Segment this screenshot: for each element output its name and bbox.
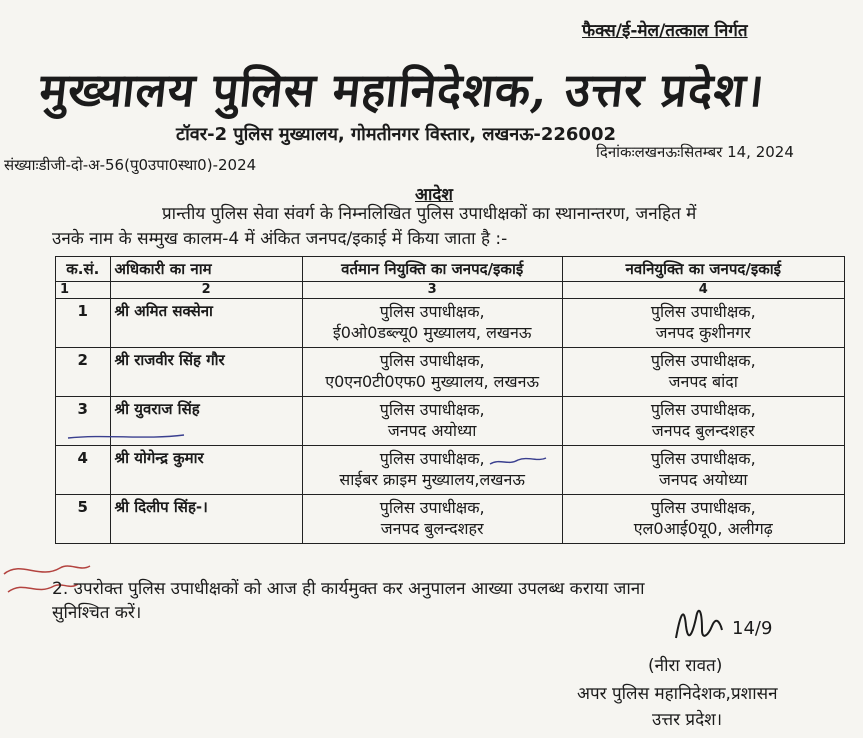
- current-post-title: पुलिस उपाधीक्षक,: [379, 302, 485, 321]
- current-post-title: पुलिस उपाधीक्षक,: [379, 498, 485, 517]
- pen-tick-mark: [488, 454, 548, 468]
- row-serial: 2: [56, 348, 111, 397]
- current-post-unit: ए0एन0टी0एफ0 मुख्यालय, लखनऊ: [325, 372, 540, 391]
- current-post-unit: ई0ओ0डब्ल्यू0 मुख्यालय, लखनऊ: [332, 323, 532, 342]
- current-post-title: पुलिस उपाधीक्षक,: [379, 449, 485, 468]
- para-2-line-1: 2. उपरोक्त पुलिस उपाधीक्षकों को आज ही कार्यमुक्त कर अनुपालन आख्या उपलब्ध कराया जाना: [52, 579, 645, 599]
- header-officer-name: अधिकारी का नाम: [110, 257, 302, 282]
- new-post-unit: एल0आई0यू0, अलीगढ़: [633, 519, 773, 538]
- row-officer-name: श्री अमित सक्सेना: [110, 299, 302, 348]
- new-post-unit: जनपद बुलन्दशहर: [651, 421, 755, 440]
- table-row: [56, 495, 845, 544]
- table-header-row: [56, 257, 845, 282]
- row-officer-name: श्री राजवीर सिंह गौर: [110, 348, 302, 397]
- signature-date: 14/9: [732, 618, 773, 639]
- para-2-line-2: सुनिश्चित करें।: [52, 603, 142, 623]
- table-row: [56, 446, 845, 495]
- reference-number: संख्याःडीजी-दो-अ-56(पु0उपा0स्था0)-2024: [4, 156, 257, 174]
- column-number-row: [56, 282, 845, 299]
- header-current-posting: वर्तमान नियुक्ति का जनपद/इकाई: [302, 257, 562, 282]
- table-row: [56, 299, 845, 348]
- col-number-3: 3: [302, 282, 562, 299]
- row-current-posting: [302, 495, 562, 544]
- row-new-posting: [562, 446, 844, 495]
- row-serial: 3: [56, 397, 111, 446]
- red-pen-scribble: [4, 566, 90, 574]
- row-new-posting: [562, 299, 844, 348]
- row-officer-name: श्री दिलीप सिंह-।: [110, 495, 302, 544]
- header-serial: क.सं.: [56, 257, 111, 282]
- row-serial: 1: [56, 299, 111, 348]
- transfer-table: [55, 256, 845, 544]
- col-number-2: 2: [110, 282, 302, 299]
- new-post-unit: जनपद कुशीनगर: [655, 323, 751, 342]
- intro-line-1: प्रान्तीय पुलिस सेवा संवर्ग के निम्नलिखित पुलिस उपाधीक्षकों का स्थानान्तरण, जनहित में: [162, 204, 697, 224]
- headquarters-title: मुख्यालय पुलिस महानिदेशक, उत्तर प्रदेश।: [37, 63, 768, 117]
- row-new-posting: [562, 397, 844, 446]
- new-post-unit: जनपद बांदा: [668, 372, 738, 391]
- row-new-posting: [562, 495, 844, 544]
- current-post-title: पुलिस उपाधीक्षक,: [379, 351, 485, 370]
- issue-date: दिनांकःलखनऊःसितम्बर 14, 2024: [596, 143, 794, 161]
- fax-email-note: फैक्स/ई-मेल/तत्काल निर्गत: [582, 21, 748, 41]
- col-number-1: 1: [56, 282, 111, 299]
- current-post-title: पुलिस उपाधीक्षक,: [379, 400, 485, 419]
- handwritten-signature: [672, 596, 792, 656]
- new-post-title: पुलिस उपाधीक्षक,: [650, 400, 756, 419]
- pen-underline-mark: [66, 430, 186, 442]
- row-new-posting: [562, 348, 844, 397]
- signatory-name: (नीरा रावत): [648, 656, 723, 676]
- new-post-title: पुलिस उपाधीक्षक,: [650, 498, 756, 517]
- row-serial: 4: [56, 446, 111, 495]
- intro-line-2: उनके नाम के सम्मुख कालम-4 में अंकित जनपद/इकाई में किया जाता है :-: [52, 229, 508, 249]
- current-post-unit: जनपद बुलन्दशहर: [380, 519, 484, 538]
- row-current-posting: [302, 397, 562, 446]
- new-post-title: पुलिस उपाधीक्षक,: [650, 302, 756, 321]
- order-heading: आदेश: [415, 185, 453, 205]
- row-officer-name: श्री युवराज सिंह: [110, 397, 302, 446]
- row-officer-name: श्री योगेन्द्र कुमार: [110, 446, 302, 495]
- header-new-posting: नवनियुक्ति का जनपद/इकाई: [562, 257, 844, 282]
- signatory-designation: अपर पुलिस महानिदेशक,प्रशासन: [577, 684, 778, 704]
- current-post-unit: साईबर क्राइम मुख्यालय,लखनऊ: [339, 470, 525, 489]
- new-post-unit: जनपद अयोध्या: [659, 470, 748, 489]
- row-serial: 5: [56, 495, 111, 544]
- table-row: [56, 348, 845, 397]
- signatory-place: उत्तर प्रदेश।: [652, 710, 723, 730]
- office-address: टॉवर-2 पुलिस मुख्यालय, गोमतीनगर विस्तार, लखनऊ-226002: [176, 124, 616, 145]
- current-post-unit: जनपद अयोध्या: [387, 421, 477, 440]
- row-current-posting: [302, 446, 562, 495]
- row-current-posting: [302, 348, 562, 397]
- new-post-title: पुलिस उपाधीक्षक,: [650, 351, 756, 370]
- new-post-title: पुलिस उपाधीक्षक,: [650, 449, 756, 468]
- col-number-4: 4: [562, 282, 844, 299]
- row-current-posting: [302, 299, 562, 348]
